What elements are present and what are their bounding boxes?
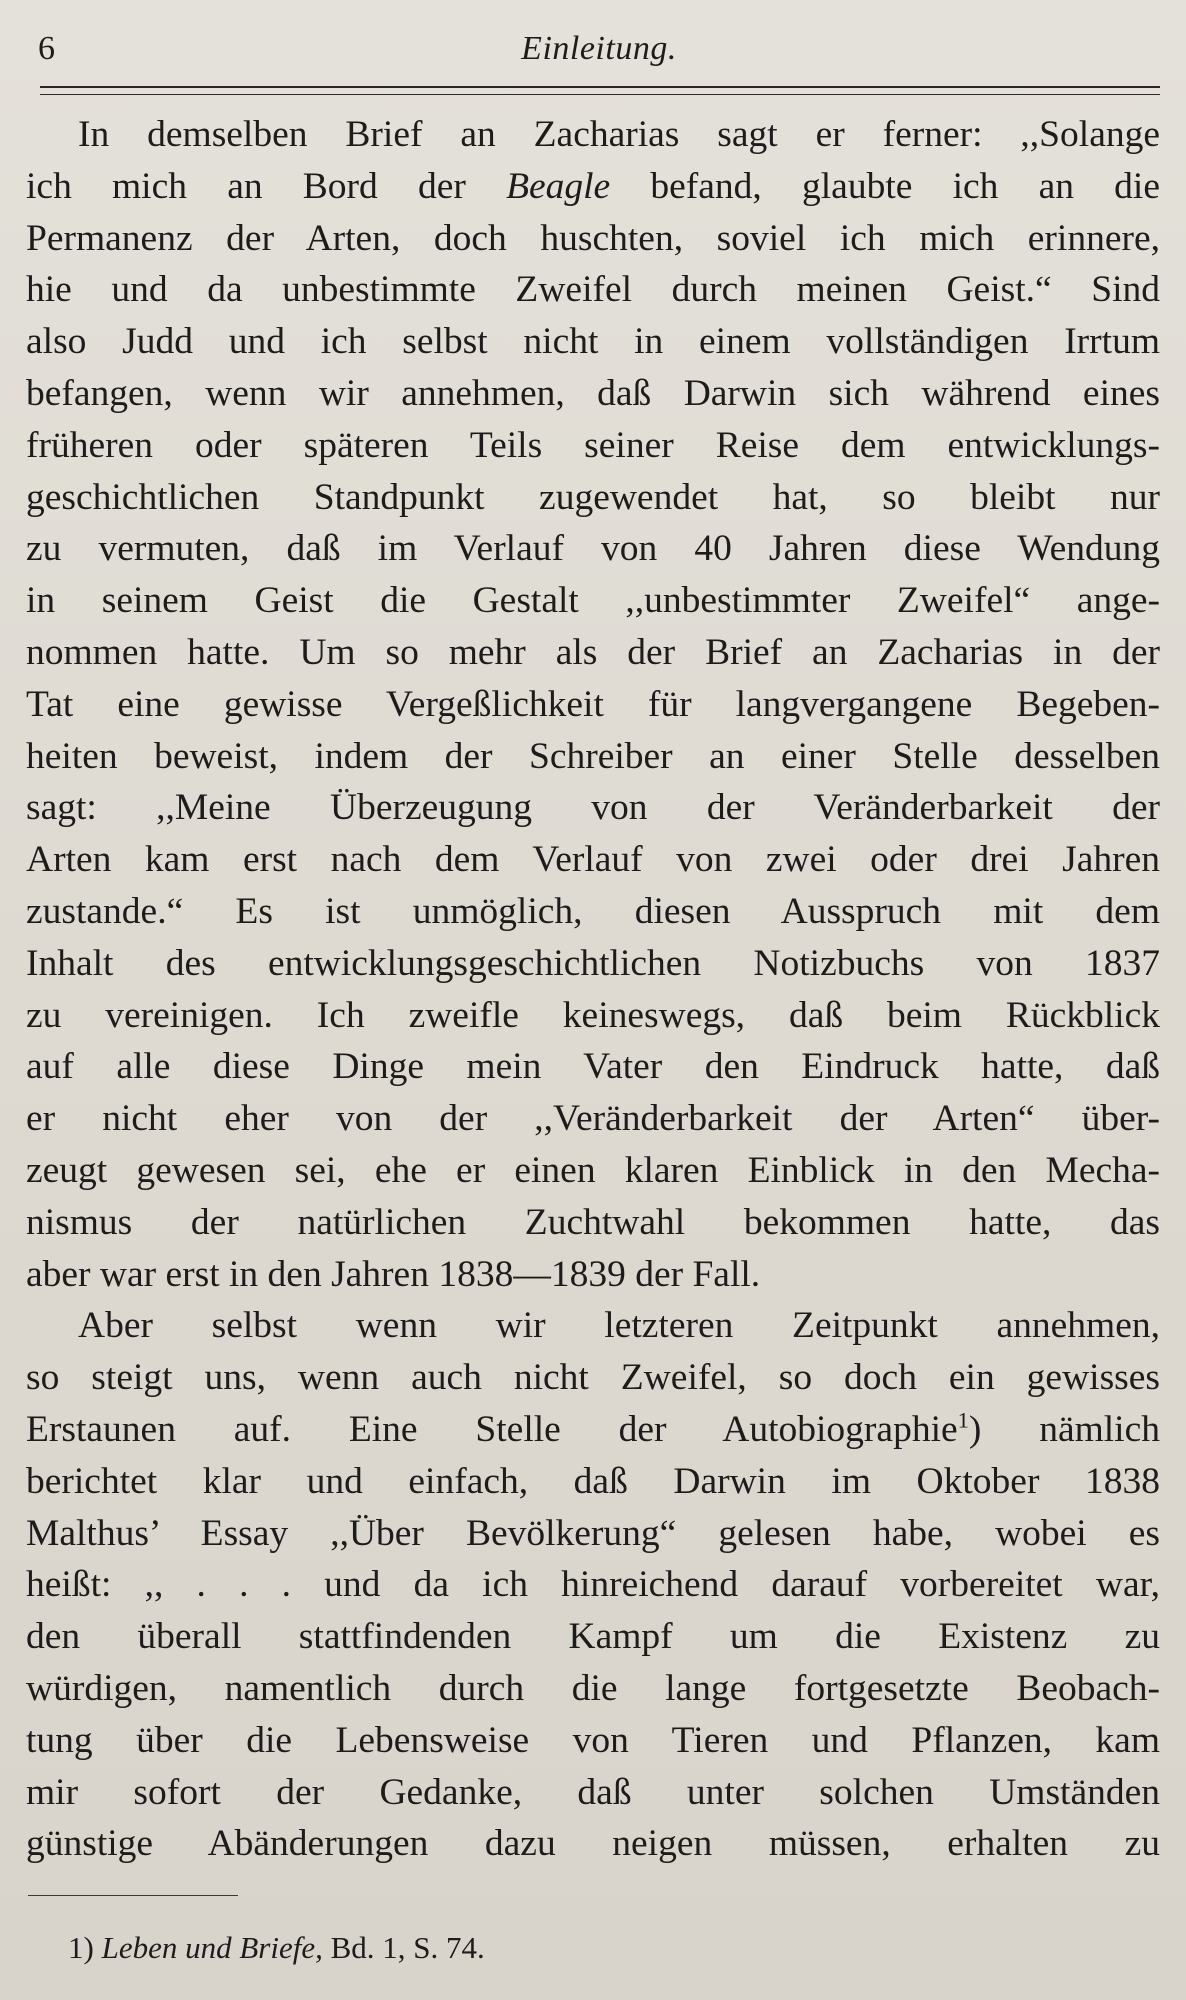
text-line: zustande.“ Es ist unmöglich, diesen Ausspruch mit dem <box>26 890 1160 932</box>
text-line: Malthus’ Essay ,,Über Bevölkerung“ gelesen habe, wobei es <box>26 1512 1160 1554</box>
text-line: also Judd und ich selbst nicht in einem vollständigen Irrtum <box>26 321 1160 363</box>
text-line: sagt: ,,Meine Überzeugung von der Veränderbarkeit der <box>26 787 1160 829</box>
text-line: nismus der natürlichen Zuchtwahl bekommen hatte, das <box>26 1201 1160 1243</box>
footnote <box>68 1930 485 1966</box>
footnote-reference-marker: 1 <box>957 1407 969 1433</box>
text-line: zeugt gewesen sei, ehe er einen klaren Einblick in den Mecha- <box>26 1149 1160 1191</box>
text-line: geschichtlichen Standpunkt zugewendet hat, so bleibt nur <box>26 476 1160 518</box>
text-run: ) nämlich <box>968 1408 1160 1450</box>
text-line: heiten beweist, indem der Schreiber an einer Stelle desselben <box>26 735 1160 777</box>
text-line: mir sofort der Gedanke, daß unter solchen Umständen <box>26 1771 1160 1813</box>
text-line: auf alle diese Dinge mein Vater den Eindruck hatte, daß <box>26 1046 1160 1088</box>
text-run: Erstaunen auf. Eine Stelle der Autobiographie <box>26 1408 958 1450</box>
text-run: ich mich an Bord der <box>26 165 507 207</box>
running-head: Einleitung. <box>521 30 677 67</box>
text-line: heißt: ,, . . . und da ich hinreichend darauf vorbereitet war, <box>26 1564 1160 1606</box>
footnote-marker: 1) <box>68 1930 94 1965</box>
text-line: Arten kam erst nach dem Verlauf von zwei oder drei Jahren <box>26 839 1160 881</box>
italic-text: Beagle <box>506 165 611 207</box>
text-line: den überall stattfindenden Kampf um die Existenz zu <box>26 1616 1160 1658</box>
text-line: tung über die Lebensweise von Tieren und Pflanzen, kam <box>26 1719 1160 1761</box>
text-line: zu vermuten, daß im Verlauf von 40 Jahren diese Wendung <box>26 528 1160 570</box>
text-line: so steigt uns, wenn auch nicht Zweifel, so doch ein gewisses <box>26 1357 1160 1399</box>
header-rule <box>40 86 1160 95</box>
text-line: früheren oder späteren Teils seiner Reise dem entwicklungs- <box>26 424 1160 466</box>
text-line <box>26 161 1160 213</box>
text-line: Permanenz der Arten, doch huschten, soviel ich mich erinnere, <box>26 217 1160 259</box>
text-run: befand, glaubte ich an die <box>610 165 1160 207</box>
footnote-reference: Bd. 1, S. 74. <box>330 1930 485 1965</box>
page-header <box>38 30 1160 74</box>
text-line: Tat eine gewisse Vergeßlichkeit für langvergangene Begeben- <box>26 683 1160 725</box>
text-line <box>26 1404 1160 1456</box>
footnote-rule <box>28 1895 238 1896</box>
text-line: nommen hatte. Um so mehr als der Brief an Zacharias in der <box>26 631 1160 673</box>
text-line: Aber selbst wenn wir letzteren Zeitpunkt annehmen, <box>78 1305 1160 1347</box>
page-number: 6 <box>38 30 55 67</box>
text-line: er nicht eher von der ,,Veränderbarkeit der Arten“ über- <box>26 1098 1160 1140</box>
text-line: aber war erst in den Jahren 1838—1839 der Fall. <box>26 1253 761 1295</box>
text-line: In demselben Brief an Zacharias sagt er ferner: ,,Solange <box>78 114 1160 155</box>
footnote-title: Leben und Briefe, <box>101 1930 323 1965</box>
text-line: zu vereinigen. Ich zweifle keineswegs, daß beim Rückblick <box>26 994 1160 1036</box>
text-line: Inhalt des entwicklungsgeschichtlichen Notizbuchs von 1837 <box>26 942 1160 984</box>
text-line: befangen, wenn wir annehmen, daß Darwin sich während eines <box>26 372 1160 414</box>
text-line: günstige Abänderungen dazu neigen müssen, erhalten zu <box>26 1823 1160 1865</box>
body-text <box>26 109 1160 1870</box>
text-line: in seinem Geist die Gestalt ,,unbestimmter Zweifel“ ange- <box>26 580 1160 622</box>
text-line: würdigen, namentlich durch die lange fortgesetzte Beobach- <box>26 1667 1160 1709</box>
text-line: berichtet klar und einfach, daß Darwin im Oktober 1838 <box>26 1460 1160 1502</box>
text-line: hie und da unbestimmte Zweifel durch meinen Geist.“ Sind <box>26 269 1160 311</box>
